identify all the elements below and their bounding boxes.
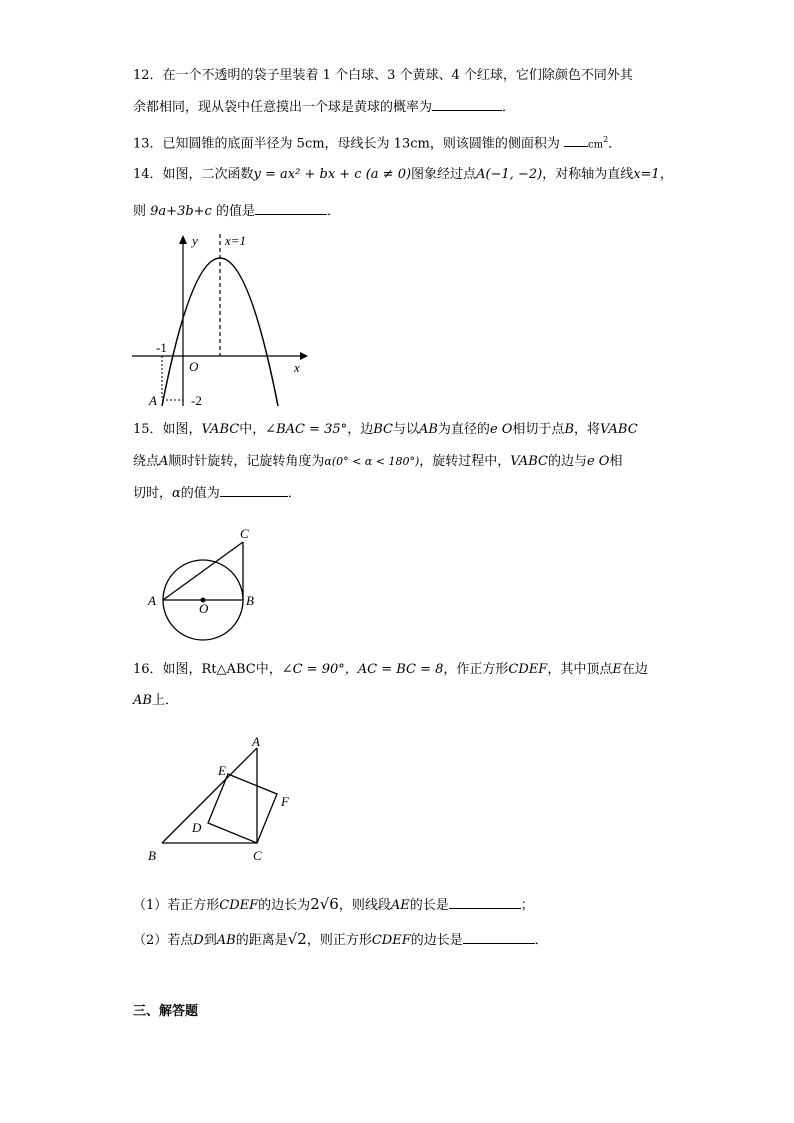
q14-parabola-figure	[128, 228, 318, 413]
q16-e: E	[612, 662, 622, 677]
q15-t8: 绕点	[133, 454, 160, 469]
q15-pt-a: A	[159, 454, 169, 469]
q15-t3: ，边	[347, 422, 374, 437]
q16-p1-t1: （1）若正方形	[133, 898, 220, 913]
q16-p1-val: 2√6	[310, 895, 339, 913]
q15-line2	[133, 452, 622, 472]
neg1-label: -1	[156, 340, 167, 355]
q15-t13: 切时，	[133, 486, 173, 501]
q14-text: 14．如图，二次函数	[133, 167, 254, 182]
q16-p1-t4: 的长是	[409, 898, 449, 913]
q14-text4: ，	[659, 167, 673, 182]
x-label: x	[294, 360, 300, 375]
q15-circ2: e O	[586, 454, 610, 469]
q15-t7: ，将	[574, 422, 601, 437]
label-a: A	[148, 593, 156, 608]
q14-expr: 9a+3b+c	[150, 204, 212, 219]
q13-line	[133, 130, 621, 155]
q16-p2-answer-blank	[463, 930, 535, 944]
q15-t14: 的值为	[180, 486, 220, 501]
q16-p2-end: ．	[534, 933, 548, 948]
q15-end: ．	[287, 486, 301, 501]
label-c: C	[253, 848, 262, 863]
q16-p1-end: ；	[520, 898, 534, 913]
q12-end: ．	[502, 100, 516, 115]
label-f: F	[281, 794, 289, 809]
q15-angle: ∠BAC = 35°	[265, 422, 348, 437]
q15-circle-figure	[143, 522, 268, 642]
q16-t5: 在边	[621, 662, 648, 677]
q16-p2-t4: ，则正方形	[306, 933, 372, 948]
label-b: B	[246, 593, 254, 608]
q16-p2-t2: 到	[203, 933, 217, 948]
q16-t1: 16．如图，	[133, 662, 202, 677]
q15-answer-blank	[220, 483, 288, 497]
q16-t2: 中，	[255, 662, 282, 677]
q15-bc: BC	[373, 422, 393, 437]
q16-p1-ae: AE	[390, 898, 410, 913]
q15-tri3: VABC	[510, 454, 548, 469]
label-d: D	[192, 820, 202, 835]
q16-part2	[133, 929, 548, 951]
q14-formula: y = ax² + bx + c (a ≠ 0)	[253, 167, 412, 182]
q14-line1	[133, 165, 673, 185]
q15-line3	[133, 483, 301, 504]
q16-p1-answer-blank	[449, 895, 521, 909]
q16-cond: ∠C = 90°，AC = BC = 8	[281, 662, 444, 677]
q16-p2-ab: AB	[216, 933, 236, 948]
q15-t9: 顺时针旋转，记旋转角度为	[168, 454, 325, 469]
q16-t4: ，其中顶点	[547, 662, 613, 677]
x-axis-arrow-icon	[300, 352, 308, 360]
origin-label: O	[189, 359, 199, 374]
y-axis-arrow-icon	[179, 235, 187, 244]
q16-p2-t3: 的距离是	[235, 933, 288, 948]
q14-end: ．	[327, 204, 341, 219]
q12-line1: 12．在一个不透明的袋子里装着 1 个白球、3 个黄球、4 个红球，它们除颜色不同外其	[133, 68, 633, 83]
q14-answer-blank	[255, 201, 327, 215]
y-label: y	[192, 233, 198, 248]
label-b: B	[148, 848, 156, 863]
q16-line2	[133, 691, 178, 711]
label-c: C	[240, 526, 249, 541]
q16-p1-t2: 的边长为	[258, 898, 311, 913]
q15-range: α(0° < α < 180°)	[324, 455, 420, 468]
q13-text: 13．已知圆锥的底面半径为 5cm，母线长为 13cm，则该圆锥的侧面积为	[133, 136, 560, 152]
q16-t6: 上．	[151, 693, 178, 708]
q15-t5: 为直径的	[437, 422, 490, 437]
q13-unit: cm	[587, 139, 604, 151]
q16-p2-t5: 的边长是	[410, 933, 463, 948]
q16-ab: AB	[133, 693, 152, 708]
q16-rt: Rt△ABC	[201, 662, 256, 677]
q16-t3: ，作正方形	[443, 662, 509, 677]
q14-text5: 则	[133, 204, 147, 219]
q16-p1-sq: CDEF	[219, 898, 259, 913]
q16-p2-t1: （2）若点	[133, 933, 194, 948]
q15-t10: ，旋转过程中，	[419, 454, 511, 469]
q15-ab: AB	[418, 422, 438, 437]
q13-unit-sup: 2	[603, 135, 609, 144]
q12-line2	[133, 97, 515, 118]
q14-point: A(−1, −2)	[476, 167, 543, 182]
q16-line1	[133, 660, 648, 680]
q14-text6: 的值是	[215, 204, 255, 219]
neg2-label: -2	[191, 393, 202, 408]
q12-answer-blank	[432, 97, 502, 111]
q15-pt-b: B	[564, 422, 574, 437]
label-o: O	[199, 601, 209, 616]
q15-t12: 相	[609, 454, 623, 469]
q14-axis-eq: x=1	[633, 167, 660, 182]
q16-square-figure	[140, 730, 300, 868]
q15-t2: 中，	[239, 422, 266, 437]
q15-t6: 相切于点	[512, 422, 565, 437]
q16-part1	[133, 894, 534, 916]
q14-text2: 图象经过点	[411, 167, 477, 182]
q15-t1: 15．如图，	[133, 422, 202, 437]
label-e: E	[218, 763, 226, 778]
q12-text: 余都相同，现从袋中任意摸出一个球是黄球的概率为	[133, 100, 433, 115]
q15-tri1: VABC	[201, 422, 240, 437]
section-heading: 三、解答题	[133, 1004, 199, 1019]
q15-t4: 与以	[392, 422, 419, 437]
q16-p1-t3: ，则线段	[338, 898, 391, 913]
label-a: A	[252, 734, 260, 749]
q16-p2-sq: CDEF	[371, 933, 411, 948]
q13-end: ．	[608, 136, 622, 152]
point-a-label: A	[149, 393, 157, 408]
q13-answer-blank	[564, 133, 588, 147]
q16-p2-val: √2	[287, 930, 307, 948]
q16-sq: CDEF	[508, 662, 548, 677]
q16-p2-d: D	[193, 933, 204, 948]
segment-ab	[162, 748, 257, 843]
q14-text3: ，对称轴为直线	[542, 167, 634, 182]
q15-circ1: e O	[489, 422, 513, 437]
q14-line2	[133, 201, 340, 222]
symmetry-label: x=1	[225, 233, 247, 248]
q15-t11: 的边与	[547, 454, 587, 469]
q15-line1	[133, 420, 638, 440]
q15-tri2: VABC	[600, 422, 638, 437]
square-cdef	[208, 774, 277, 843]
q15-alpha: α	[172, 486, 181, 501]
